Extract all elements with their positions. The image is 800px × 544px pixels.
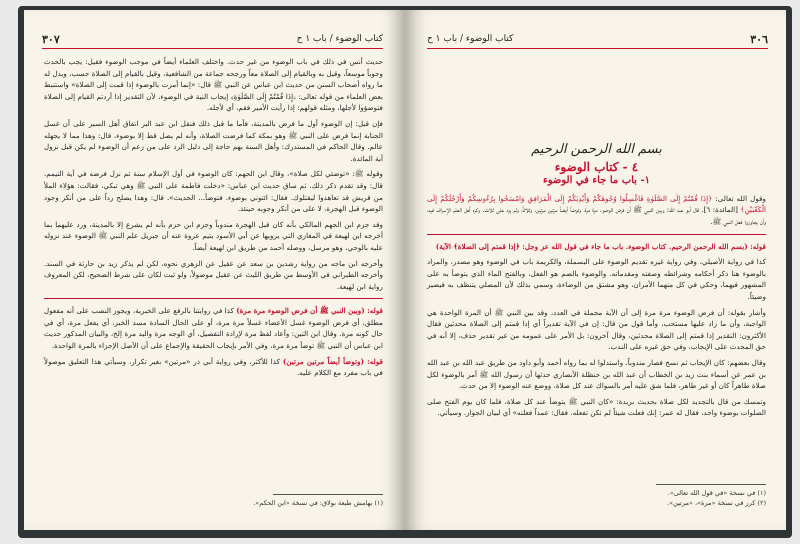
left-page [24,10,405,530]
note-verse: ﴿إذا قمتم إلى الصلاة﴾ الآية) [435,241,520,251]
note-heading: قوله: (بسم الله الرحمن الرحيم. كتاب الوضوء. باب ما جاء في قول الله عز وجل: [522,241,766,251]
page-header [42,32,383,46]
section-title: ١- باب ما جاء في الوضوء [543,175,650,187]
commentary-note [44,356,383,379]
section-divider [427,234,766,235]
verse-text: [المائدة: ٦]. قال أبو عبد الله: وبين النبي ﷺ أن فرض الوضوء مرة مرة، وتوضأ أيضاً مرتين مرتين، وثلاثاً، ولم يزد على ثلاث. وكره أهل العلم الإسراف فيه، وأن يجاوزوا فعل النبي ﷺ. [427,205,766,226]
footnote: (١) في نسخة «في قول الله تعالى». [667,489,766,497]
header-rule [427,48,768,49]
paragraph: وقوله ﷺ: «توضئي لكل صلاة»، وقال ابن الجهم: كان الوضوء في أول الإسلام سنة ثم نزل فرضه في آية التيمم. قال: وقد تقدم ذكر ذلك. ثم ساق حديث ابن عباس: «دخلت فاطمة على النبي ﷺ وهي تبكي، فقالت: هؤلاء الملأ من قريش قد تعاهدوا ليقتلوك. فقال: ائتوني بوضوء. فتوضأ... الحديث». قال: وهذا يصلح رداً على من أنكر وجود الوضوء قبل الهجرة، لا على من أنكر وجوبه حينئذ. [44,169,383,214]
footnote: (٢) كرر في نسخة «مرة»، «مرتين». [667,499,766,507]
note-heading: قوله: (وبين النبي ﷺ أن فرض الوضوء مرة مرة) [236,306,383,316]
page-body [427,56,766,508]
footnote-rule [656,484,766,485]
right-page [405,10,786,530]
verse-paragraph [427,193,766,228]
section-divider [44,298,383,299]
paragraph: فإن قيل: إن الوضوء أول ما فرض بالمدينة، فأما ما قبل ذلك فنقل ابن عبد البر اتفاق أهل السير على أن غسل الجنابة إنما فرض على النبي ﷺ وهو بمكة كما فرضت الصلاة، وأنه لم يصل قط إلا بوضوء، قال: وهذا مما لا يجهله عالم. وقال الحاكم في المستدرك: وأهل السنة بهم حاجة إلى دليل الرد على من زعم أن الوضوء لم يكن قبل نزول آية المائدة. [44,118,383,163]
paragraph: وأخرجه ابن ماجه من رواية رشدين بن سعد عن عقيل عن الزهري نحوه، لكن لم يذكر زيد بن حارثة في السند. وأخرجه الطبراني في الأوسط من طريق الليث عن عقيل موصولاً، ولو ثبت لكان على شرط الصحيح، لكن المعروف رواية ابن لهيعة. [44,258,383,291]
running-head: كتاب الوضوء / باب ١ ح [296,34,383,44]
page-number: ٣٠٦ [750,32,768,46]
bismillah: بسم الله الرحمن الرحيم [531,142,662,157]
running-head: كتاب الوضوء / باب ١ ح [427,34,514,44]
commentary-note [427,241,766,253]
paragraph: وأشار بقوله: أن فرض الوضوء مرة مرة إلى أن الآية مجملة في العدد، وقد بين النبي ﷺ أن المرة الواحدة هي الواجبة، وأن ما زاد عليها مستحب، وأما قول من قال: إن في الآية تقديراً أي إذا قمتم إلى الصلاة محدثين فقال الأكثرون: التقدير إذا قمتم إلى الصلاة محدثين، وقال آخرون: بل الأمر على عمومه من غير تقدير حذف، إلا أنه في حق المحدث على الإيجاب، وفي حق غيره على الندب. [427,307,766,352]
commentary-note [44,305,383,351]
paragraph: حديث أنس في ذلك في باب الوضوء من غير حدث. واختلف العلماء أيضاً في موجب الوضوء فقيل: يجب بالحدث وجوباً موسعاً، وقيل به وبالقيام إلى الصلاة معاً ورجحه جماعة من الشافعية، وقيل بالقيام إلى الصلاة حسب، ويدل له ما رواه أصحاب السنن من حديث ابن عباس عن النبي ﷺ قال: «إنما أمرت بالوضوء إذا قمت إلى الصلاة» واستنبط بعض العلماء من قوله تعالى: ﴿إِذَا قُمْتُمْ إِلَى الصَّلَوٰةِ﴾ إيجاب النية في الوضوء، لأن التقدير إذا أردتم القيام إلى الصلاة فتوضؤوا لأجلها، ومثله قولهم: إذا رأيت الأمير فقم، أي لأجله. [44,57,383,113]
note-text: كذا في روايتنا بالرفع على الخبرية، ويجوز النصب على أنه مفعول مطلق، أي فرض الوضوء غسل الأعضاء غسلاً مرة مرة، أو على الحال السادة مسد الخبر، أي يفعل مرة، أي في حال كونه مرة. وقال ابن التين: وأعاد لفظ مرة لإرادة التفصيل، أي الوجه مرة واليد مرة إلخ، والبيان المذكور حديث ابن عباس أن النبي ﷺ توضأ مرة مرة، وفي الأمر بإيجاب الحقيقة والإجماع على أن الأصل الإجزاء بالمرة الواحدة. [44,306,383,351]
footnotes [44,494,383,508]
paragraph: وقد جزم ابن الجهم المالكي بأنه كان قبل الهجرة مندوباً وجزم ابن حزم بأنه لم يشرع إلا بالمدينة، ورد عليهما بما أخرجه ابن لهيعة في المغازي التي يرويها عن أبي الأسود يتيم عروة عنه أن جبريل علم النبي ﷺ الوضوء عند نزوله عليه بالوحي، وهو مرسل، ووصله أحمد من طريق ابن لهيعة أيضاً. [44,219,383,252]
note-heading: قوله: (وتوضأ أيضاً مرتين مرتين) [282,356,383,366]
verse-intro: وقول الله تعالى: [715,193,766,203]
chapter-title: ٤ - كتاب الوضوء [554,159,639,174]
footnotes [427,484,766,508]
quran-verse: ﴿إِذَا قُمْتُمْ إِلَى الصَّلَوٰةِ فَاغْسِلُوا وُجُوهَكُمْ وَأَيْدِيَكُمْ إِلَى الْمَرَافِقِ وَامْسَحُوا بِرُءُوسِكُمْ وَأَرْجُلَكُمْ إِلَى الْكَعْبَيْنِ﴾ [427,193,767,215]
footnote-rule [273,494,383,495]
page-body [44,56,383,508]
paragraph: وقال بعضهم: كان الإيجاب ثم نسخ فصار مندوباً. واستدلوا له بما رواه أحمد وأبو داود من طريق عبد الله بن عبد الله بن عمر عن أسماء بنت زيد بن الخطاب أن عبد الله بن حنظلة الأنصاري حدثها أن رسول الله ﷺ أمر بالوضوء لكل صلاة طاهراً كان أو غير طاهر، فلما شق عليه أمر بالسواك عند كل صلاة، ووضع عنه الوضوء إلا من حدث. [427,357,766,391]
paragraph: كذا في رواية الأصيلي، وفي رواية غيره تقديم الوضوء على البسملة، والكريمة باب في الوضوء وهو مصدر، والمراد بالوضوء هنا ذكر أحكامه وشرائطه وصفته ومقدماته. والوضوء بالضم هو الفعل، وبالفتح الماء الذي يتوضأ به على المشهور فيهما، وحكي في كل منهما الأمران، وهو مشتق من الوضاءة، وسمي بذلك لأن المصلي يتنظف به فيصير وضيئاً. [427,257,766,301]
paragraph: وتمسك من قال بالتجديد لكل صلاة بحديث بريدة: «كان النبي ﷺ يتوضأ عند كل صلاة، فلما كان يوم الفتح صلى الصلوات بوضوء واحد، فقال له عمر: إنك فعلت شيئاً لم تكن تفعله. فقال: عمداً فعلته» أي لبيان الجواز. وسيأتي. [427,396,766,418]
page-header [427,32,768,46]
note-text: كذا للأكثر، وفي رواية أبي ذر «مرتين» بغير تكرار، وسيأتي هذا التعليق موصولاً في باب مفرد مع الكلام عليه. [44,356,383,378]
open-book [24,10,786,530]
footnote: (١) بهامش طبعة بولاق: في نسخة «ابن الحكم». [253,499,383,507]
page-number: ٣٠٧ [42,32,60,46]
header-rule [42,48,383,49]
